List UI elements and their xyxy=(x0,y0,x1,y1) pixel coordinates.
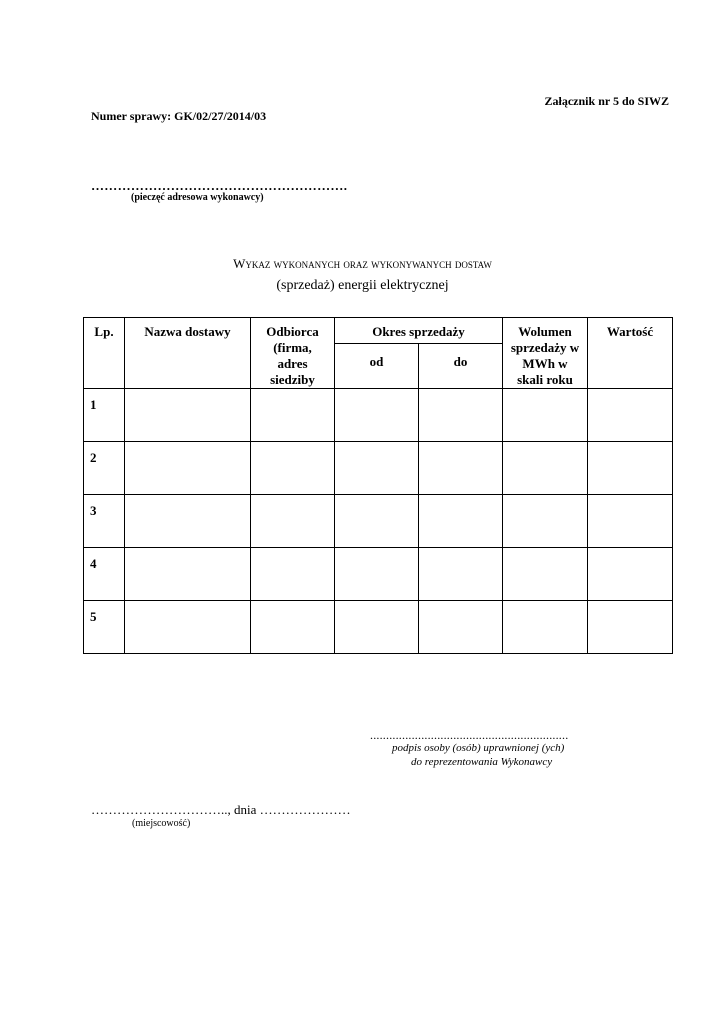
cell-value[interactable] xyxy=(588,442,673,495)
case-number: Numer sprawy: GK/02/27/2014/03 xyxy=(91,109,267,123)
row-number: 1 xyxy=(84,389,125,442)
cell-to[interactable] xyxy=(419,495,503,548)
header-value: Wartość xyxy=(588,318,673,389)
document-title: Wykaz wykonanych oraz wykonywanych dostaw xyxy=(233,256,492,271)
cell-to[interactable] xyxy=(419,442,503,495)
cell-volume[interactable] xyxy=(503,495,588,548)
place-label: (miejscowość) xyxy=(132,818,191,829)
cell-from[interactable] xyxy=(335,442,419,495)
row-number: 5 xyxy=(84,601,125,654)
header-recipient: Odbiorca (firma, adres siedziby xyxy=(251,318,335,389)
stamp-label: (pieczęć adresowa wykonawcy) xyxy=(131,192,264,203)
table-row xyxy=(84,548,673,601)
cell-name[interactable] xyxy=(125,495,251,548)
cell-to[interactable] xyxy=(419,389,503,442)
header-from: od xyxy=(335,344,419,389)
cell-volume[interactable] xyxy=(503,548,588,601)
header-to: do xyxy=(419,344,503,389)
header-name: Nazwa dostawy xyxy=(125,318,251,389)
attachment-label: Załącznik nr 5 do SIWZ xyxy=(544,94,669,108)
cell-recipient[interactable] xyxy=(251,601,335,654)
place-date-line: ………………………….., dnia ………………… xyxy=(91,802,351,817)
cell-name[interactable] xyxy=(125,548,251,601)
signature-caption-line1: podpis osoby (osób) uprawnionej (ych) xyxy=(392,742,565,754)
cell-from[interactable] xyxy=(335,495,419,548)
cell-from[interactable] xyxy=(335,548,419,601)
cell-value[interactable] xyxy=(588,601,673,654)
cell-to[interactable] xyxy=(419,601,503,654)
signature-caption-line2: do reprezentowania Wykonawcy xyxy=(411,756,553,768)
cell-recipient[interactable] xyxy=(251,495,335,548)
cell-recipient[interactable] xyxy=(251,389,335,442)
cell-volume[interactable] xyxy=(503,601,588,654)
cell-from[interactable] xyxy=(335,601,419,654)
header-lp: Lp. xyxy=(84,318,125,389)
header-period: Okres sprzedaży xyxy=(335,318,503,344)
deliveries-table xyxy=(83,317,673,654)
table-row xyxy=(84,389,673,442)
cell-name[interactable] xyxy=(125,442,251,495)
cell-recipient[interactable] xyxy=(251,548,335,601)
cell-value[interactable] xyxy=(588,389,673,442)
table-row xyxy=(84,442,673,495)
cell-name[interactable] xyxy=(125,389,251,442)
document-subtitle: (sprzedaż) energii elektrycznej xyxy=(276,278,449,293)
cell-from[interactable] xyxy=(335,389,419,442)
header-volume: Wolumen sprzedaży w MWh w skali roku xyxy=(503,318,588,389)
row-number: 3 xyxy=(84,495,125,548)
row-number: 4 xyxy=(84,548,125,601)
cell-value[interactable] xyxy=(588,548,673,601)
stamp-placeholder: …………………………………………………. xyxy=(91,178,348,193)
table-row xyxy=(84,601,673,654)
signature-placeholder: .............................................................. xyxy=(370,728,569,742)
cell-recipient[interactable] xyxy=(251,442,335,495)
table-row xyxy=(84,495,673,548)
row-number: 2 xyxy=(84,442,125,495)
cell-to[interactable] xyxy=(419,548,503,601)
cell-value[interactable] xyxy=(588,495,673,548)
cell-volume[interactable] xyxy=(503,442,588,495)
cell-volume[interactable] xyxy=(503,389,588,442)
cell-name[interactable] xyxy=(125,601,251,654)
